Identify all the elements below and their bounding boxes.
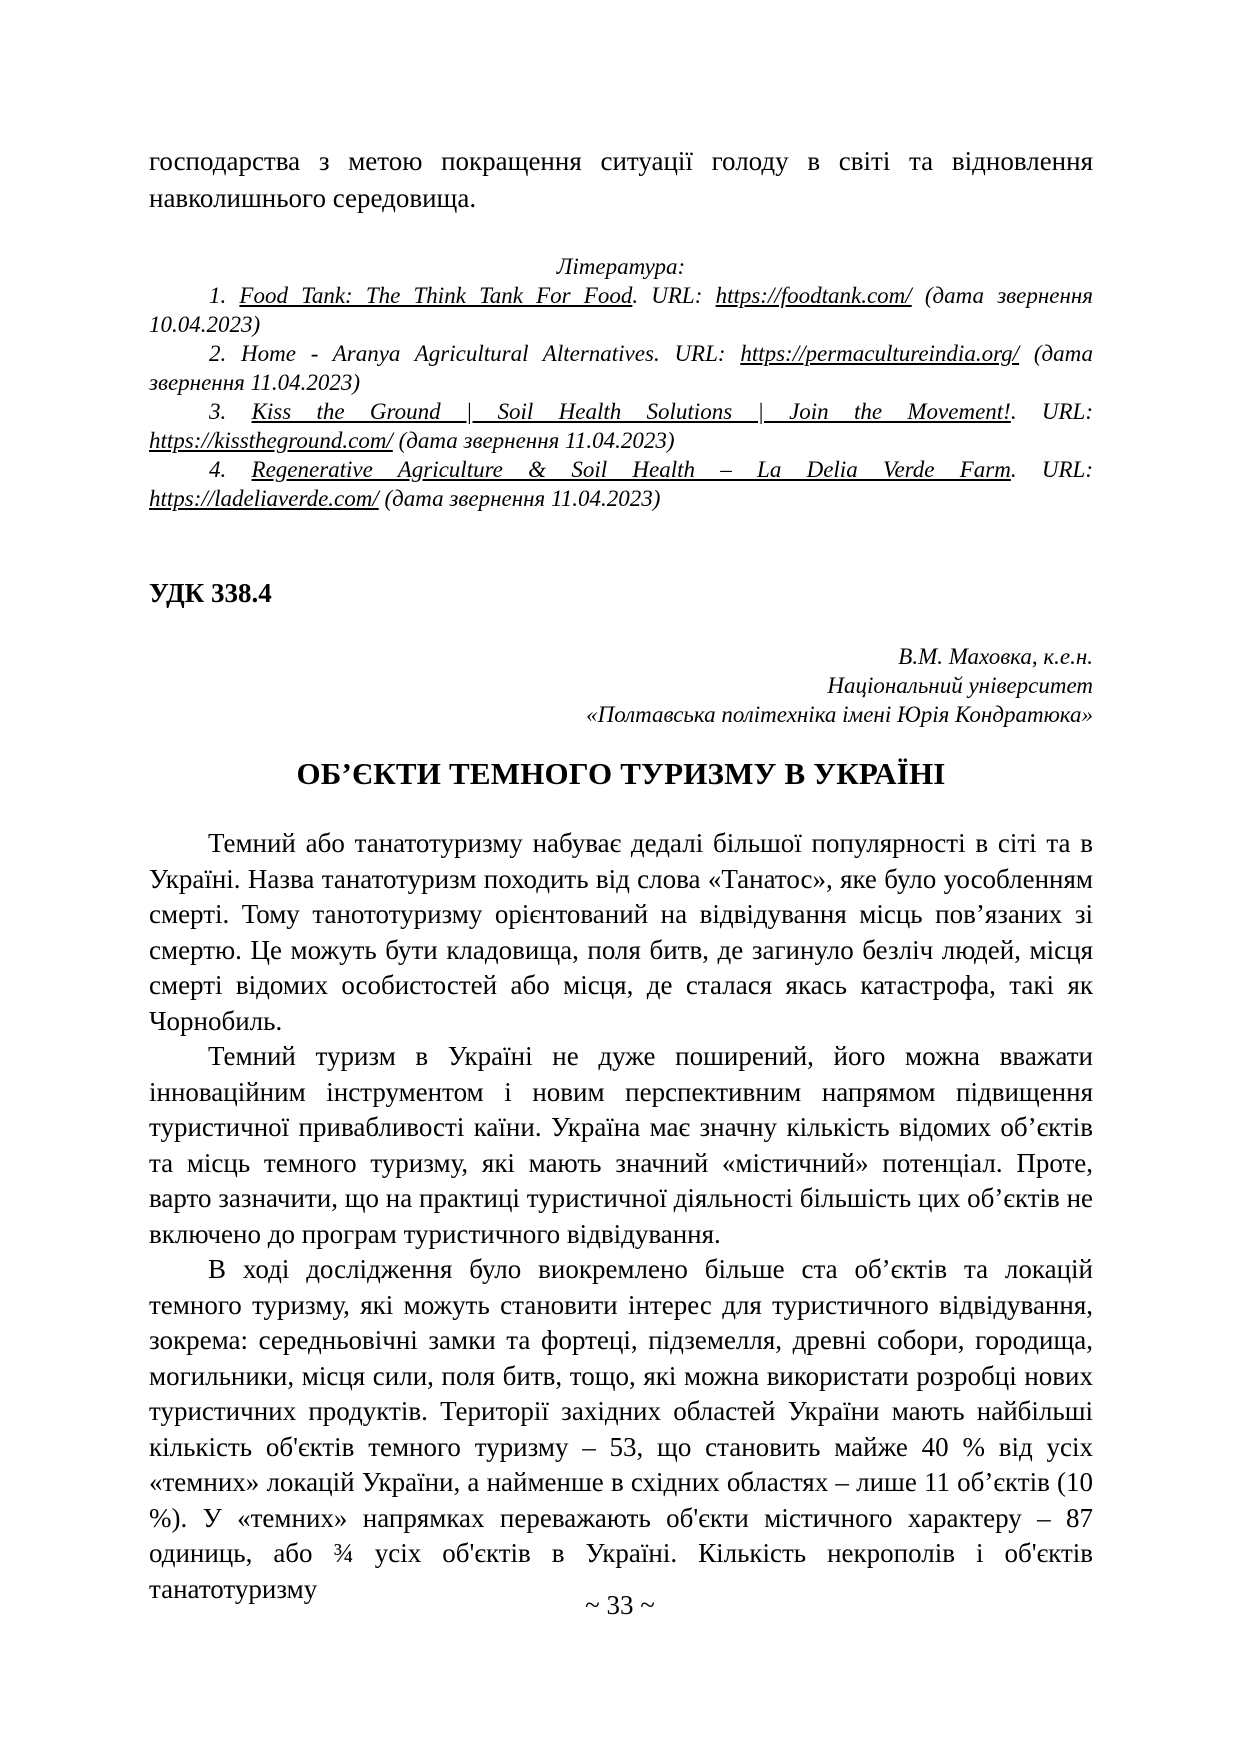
reference-url-link[interactable]: https://ladeliaverde.com/: [149, 486, 379, 511]
reference-number: 1.: [209, 283, 227, 308]
reference-url-link[interactable]: https://kisstheground.com/: [149, 428, 393, 453]
body-paragraph: Темний або танатотуризму набуває дедалі більшої популярності в сіті та в Україні. Назва танатотуризм походить від слова «Танатос», яке було уособленням смерті. Тому танототуризму орієнтований на відвідування місць пов’язаних зі смертю. Це можуть бути кладовища, поля битв, де загинуло безліч людей, місця смерті відомих особистостей або місця, де сталася якась катастрофа, такі як Чорнобиль.: [149, 828, 1093, 1036]
reference-access-date: (дата звернення 11.04.2023): [378, 486, 661, 511]
reference-number: 4.: [209, 457, 227, 482]
reference-item: [149, 455, 1093, 513]
reference-item: [149, 397, 1093, 455]
author-affiliation-institution: «Полтавська політехніка імені Юрія Кондратюка»: [586, 702, 1093, 727]
reference-access-date: (дата звернення 10.04.2023): [149, 283, 1094, 337]
reference-title: Home - Aranya Agricultural Alternatives: [241, 341, 654, 366]
reference-access-date: (дата звернення 11.04.2023): [392, 428, 675, 453]
reference-title-link[interactable]: Kiss the Ground | Soil Health Solutions | Join the Movement!: [251, 399, 1011, 424]
reference-middle: . URL:: [632, 283, 716, 308]
references-title: Література:: [556, 254, 686, 279]
udc-code: УДК 338.4: [149, 578, 272, 608]
page-number: ~ 33 ~: [585, 1590, 655, 1620]
author-block: [393, 642, 1093, 729]
reference-url-link[interactable]: https://foodtank.com/: [715, 283, 912, 308]
author-name: В.М. Маховка, к.е.н.: [898, 644, 1093, 669]
reference-title-link[interactable]: Regenerative Agriculture & Soil Health – La Delia Verde Farm: [251, 457, 1011, 482]
body-paragraph: В ході дослідження було виокремлено більше ста об’єктів та локацій темного туризму, які можуть становити інтерес для туристичного відвідування, зокрема: середньовічні замки та фортеці, підземелля, древні собори, городища, могильники, місця сили, поля битв, тощо, які можна використати розробці нових туристичних продуктів. Території західних областей України мають найбільші кількість об'єктів темного туризму – 53, що становить майже 40 % від усіх «темних» локацій України, а найменше в східних областях – лише 11 об’єктів (10 %). У «темних» напрямках переважають об'єкти містичного характеру – 87 одиниць, або ¾ усіх об'єктів в Україні. Кількість некрополів і об'єктів танатотуризму: [149, 1254, 1093, 1604]
reference-middle: . URL:: [1010, 457, 1094, 482]
references-section: [149, 252, 1093, 513]
reference-item: [149, 339, 1093, 397]
reference-number: 3.: [209, 399, 227, 424]
body-paragraph: Темний туризм в Україні не дуже поширений, його можна вважати інноваційним інструментом і новим перспективним напрямом підвищення туристичної привабливості каїни. Україна має значну кількість відомих об’єктів та місць темного туризму, які мають значний «містичний» потенціал. Проте, варто зазначити, що на практиці туристичної діяльності більшість цих об’єктів не включено до програм туристичного відвідування.: [149, 1041, 1093, 1249]
intro-paragraph: господарства з метою покращення ситуації голоду в світі та відновлення навколишнього середовища.: [149, 146, 1093, 213]
reference-middle: . URL:: [1010, 399, 1093, 424]
reference-title-link[interactable]: Food Tank: The Think Tank For Food: [239, 283, 633, 308]
author-affiliation: Національний університет: [827, 673, 1093, 698]
reference-middle: . URL:: [653, 341, 741, 366]
reference-access-date: (дата звернення 11.04.2023): [149, 341, 1094, 395]
reference-item: [149, 281, 1093, 339]
reference-url-link[interactable]: https://permacultureindia.org/: [740, 341, 1020, 366]
article-body: [149, 826, 1093, 1607]
reference-number: 2.: [209, 341, 227, 366]
article-title: ОБ’ЄКТИ ТЕМНОГО ТУРИЗМУ В УКРАЇНІ: [296, 756, 946, 791]
